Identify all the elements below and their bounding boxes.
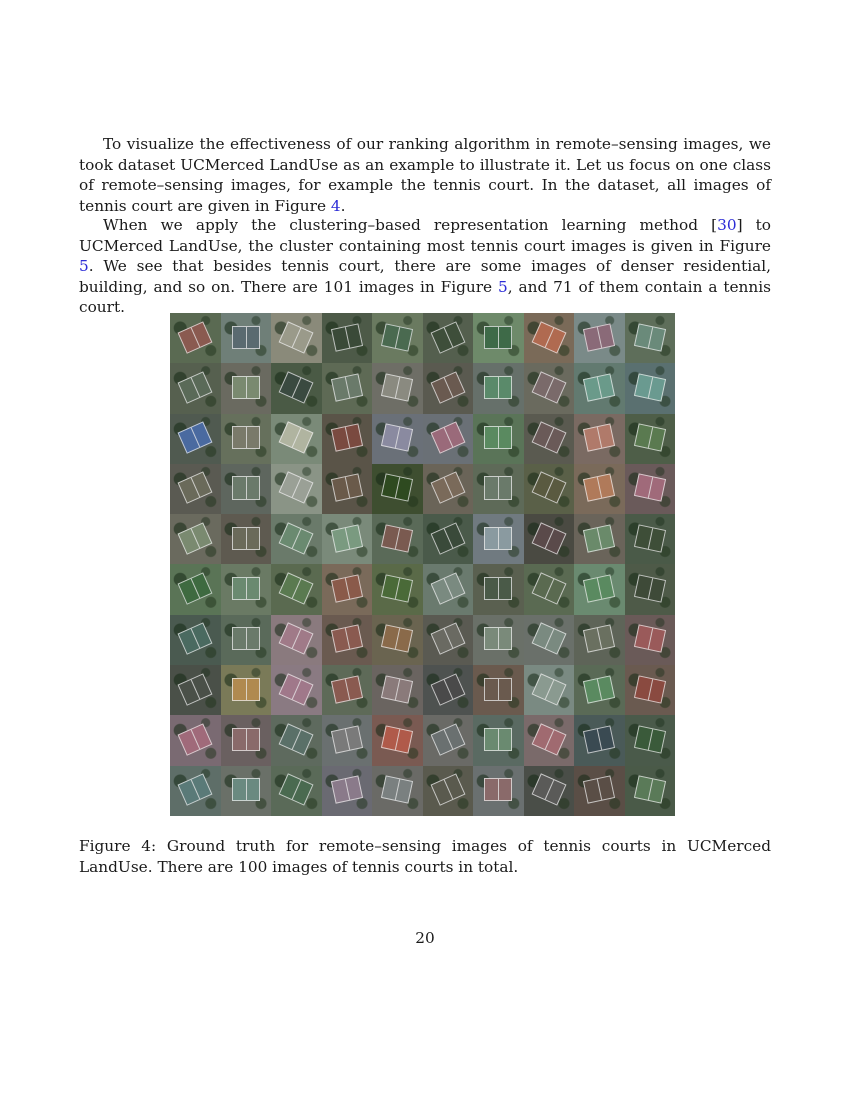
tennis-court-shape: [484, 426, 512, 449]
tennis-court-shape: [634, 675, 666, 703]
tennis-court-shape: [634, 625, 666, 653]
tennis-court-shape: [331, 524, 363, 552]
tennis-court-image-tile: [625, 514, 676, 564]
tennis-court-image-tile: [625, 665, 676, 715]
tennis-court-shape: [279, 321, 314, 354]
tennis-court-shape: [279, 623, 314, 656]
tennis-court-shape: [178, 421, 213, 454]
tennis-court-shape: [531, 522, 566, 555]
tennis-court-image-tile: [423, 464, 474, 514]
tennis-court-image-tile: [170, 615, 221, 665]
tennis-court-image-tile: [423, 564, 474, 614]
tennis-court-image-tile: [271, 313, 322, 363]
tennis-court-shape: [531, 371, 566, 404]
tennis-court-image-tile: [170, 665, 221, 715]
tennis-court-image-tile: [322, 414, 373, 464]
tennis-court-shape: [331, 776, 363, 804]
tennis-court-shape: [331, 323, 363, 351]
tennis-court-image-tile: [423, 766, 474, 816]
tennis-court-shape: [279, 673, 314, 706]
tennis-court-image-tile: [271, 564, 322, 614]
tennis-court-shape: [484, 627, 512, 650]
tennis-court-image-tile: [574, 615, 625, 665]
tennis-court-shape: [232, 627, 260, 650]
tennis-court-image-tile: [574, 514, 625, 564]
tennis-court-shape: [331, 423, 363, 451]
tennis-court-shape: [381, 675, 413, 703]
tennis-court-shape: [331, 725, 363, 753]
tennis-court-shape: [430, 371, 465, 404]
tennis-court-image-tile: [170, 514, 221, 564]
tennis-court-shape: [381, 725, 413, 753]
tennis-court-image-tile: [271, 514, 322, 564]
tennis-court-shape: [430, 421, 465, 454]
tennis-court-shape: [484, 678, 512, 701]
tennis-court-image-tile: [423, 514, 474, 564]
tennis-court-shape: [381, 574, 413, 603]
tennis-court-image-tile: [574, 766, 625, 816]
tennis-court-image-tile: [524, 564, 575, 614]
tennis-court-image-tile: [625, 464, 676, 514]
tennis-court-shape: [583, 423, 615, 451]
tennis-court-image-grid: [170, 313, 675, 816]
tennis-court-image-tile: [372, 615, 423, 665]
tennis-court-image-tile: [322, 665, 373, 715]
tennis-court-image-tile: [221, 766, 272, 816]
tennis-court-image-tile: [170, 715, 221, 765]
tennis-court-shape: [381, 423, 413, 451]
tennis-court-shape: [279, 472, 314, 505]
figure-5-link-second[interactable]: 5: [498, 277, 508, 296]
tennis-court-shape: [279, 421, 314, 454]
tennis-court-shape: [381, 373, 413, 401]
tennis-court-shape: [583, 675, 615, 703]
tennis-court-shape: [583, 323, 615, 351]
tennis-court-shape: [178, 522, 213, 555]
tennis-court-shape: [484, 527, 512, 550]
tennis-court-image-tile: [221, 564, 272, 614]
tennis-court-shape: [381, 776, 413, 804]
tennis-court-image-tile: [372, 464, 423, 514]
tennis-court-image-tile: [625, 715, 676, 765]
paragraph-clustering-part-3: . We see that besides tennis court, there are some images of denser residential, building, and so on. There are 101 images in Figure: [79, 257, 771, 296]
tennis-court-image-tile: [322, 313, 373, 363]
tennis-court-image-tile: [473, 363, 524, 413]
tennis-court-shape: [430, 572, 465, 605]
tennis-court-image-tile: [372, 564, 423, 614]
tennis-court-image-tile: [271, 464, 322, 514]
tennis-court-image-tile: [473, 615, 524, 665]
page-number: 20: [415, 929, 435, 947]
tennis-court-image-tile: [372, 313, 423, 363]
paragraph-intro: [79, 134, 771, 216]
tennis-court-shape: [583, 625, 615, 653]
tennis-court-shape: [430, 472, 465, 505]
tennis-court-shape: [232, 778, 260, 801]
tennis-court-shape: [178, 673, 213, 706]
tennis-court-image-tile: [372, 715, 423, 765]
tennis-court-shape: [178, 371, 213, 404]
tennis-court-image-tile: [221, 464, 272, 514]
tennis-court-shape: [381, 323, 413, 351]
tennis-court-image-tile: [271, 414, 322, 464]
paragraph-clustering-text: [79, 215, 771, 318]
tennis-court-shape: [178, 572, 213, 605]
tennis-court-image-tile: [473, 564, 524, 614]
tennis-court-image-tile: [271, 363, 322, 413]
tennis-court-shape: [331, 675, 363, 703]
tennis-court-image-tile: [221, 313, 272, 363]
tennis-court-shape: [484, 577, 512, 600]
tennis-court-image-tile: [372, 514, 423, 564]
tennis-court-image-tile: [322, 464, 373, 514]
tennis-court-shape: [634, 423, 666, 451]
paragraph-intro-body: To visualize the effectiveness of our ranking algorithm in remote–sensing images, we took dataset UCMerced LandUse as an example to illustrate it. Let us focus on one class of remote–sensing images, for example the tennis court. In the dataset, all images of tennis court are given in Figure: [79, 135, 771, 215]
tennis-court-image-tile: [221, 514, 272, 564]
tennis-court-shape: [634, 373, 666, 401]
tennis-court-image-tile: [625, 363, 676, 413]
tennis-court-shape: [634, 474, 666, 502]
tennis-court-shape: [634, 323, 666, 351]
tennis-court-image-tile: [372, 414, 423, 464]
tennis-court-shape: [430, 723, 465, 756]
tennis-court-shape: [531, 723, 566, 756]
tennis-court-shape: [279, 522, 314, 555]
tennis-court-image-tile: [524, 363, 575, 413]
tennis-court-shape: [484, 778, 512, 801]
paragraph-clustering: [79, 215, 771, 318]
tennis-court-image-tile: [423, 313, 474, 363]
tennis-court-shape: [484, 476, 512, 499]
tennis-court-shape: [331, 474, 363, 502]
paragraph-intro-text: [79, 134, 771, 216]
tennis-court-shape: [232, 728, 260, 751]
tennis-court-shape: [484, 376, 512, 399]
tennis-court-shape: [531, 623, 566, 656]
tennis-court-shape: [178, 321, 213, 354]
paragraph-clustering-part-2: ] to UCMerced LandUse, the cluster containing most tennis court images is given in Figure: [79, 216, 772, 255]
tennis-court-image-tile: [170, 414, 221, 464]
tennis-court-image-tile: [372, 665, 423, 715]
tennis-court-shape: [531, 673, 566, 706]
tennis-court-image-tile: [423, 615, 474, 665]
tennis-court-image-tile: [574, 715, 625, 765]
citation-30-link[interactable]: 30: [717, 216, 737, 234]
tennis-court-shape: [279, 723, 314, 756]
tennis-court-shape: [583, 474, 615, 502]
tennis-court-shape: [232, 527, 260, 550]
tennis-court-shape: [531, 321, 566, 354]
tennis-court-shape: [279, 572, 314, 605]
tennis-court-image-tile: [170, 313, 221, 363]
tennis-court-shape: [583, 776, 615, 804]
tennis-court-image-tile: [625, 564, 676, 614]
tennis-court-shape: [634, 776, 666, 804]
tennis-court-image-tile: [625, 414, 676, 464]
tennis-court-image-tile: [473, 414, 524, 464]
figure-5-link[interactable]: 5: [79, 257, 89, 275]
figure-4-link[interactable]: 4: [330, 196, 341, 215]
tennis-court-image-tile: [625, 615, 676, 665]
tennis-court-image-tile: [170, 363, 221, 413]
tennis-court-image-tile: [524, 313, 575, 363]
tennis-court-image-tile: [322, 514, 373, 564]
tennis-court-shape: [531, 774, 566, 807]
tennis-court-shape: [331, 574, 363, 603]
tennis-court-image-tile: [221, 615, 272, 665]
tennis-court-shape: [232, 326, 260, 349]
tennis-court-image-tile: [322, 615, 373, 665]
tennis-court-shape: [232, 376, 260, 399]
tennis-court-image-tile: [322, 766, 373, 816]
tennis-court-shape: [381, 625, 413, 653]
tennis-court-image-tile: [372, 363, 423, 413]
tennis-court-image-tile: [574, 564, 625, 614]
tennis-court-shape: [430, 774, 465, 807]
tennis-court-shape: [430, 321, 465, 354]
tennis-court-shape: [178, 774, 213, 807]
tennis-court-image-tile: [625, 766, 676, 816]
tennis-court-shape: [331, 373, 363, 401]
tennis-court-image-tile: [574, 665, 625, 715]
tennis-court-image-tile: [524, 766, 575, 816]
tennis-court-shape: [381, 524, 413, 552]
tennis-court-shape: [531, 421, 566, 454]
tennis-court-shape: [430, 623, 465, 656]
paragraph-clustering-part-4: , and 71 of them contain a tennis court.: [79, 277, 771, 316]
tennis-court-shape: [634, 524, 666, 552]
tennis-court-shape: [232, 678, 260, 701]
tennis-court-shape: [381, 474, 413, 502]
tennis-court-image-tile: [524, 615, 575, 665]
tennis-court-shape: [583, 574, 615, 603]
tennis-court-image-tile: [170, 464, 221, 514]
tennis-court-image-tile: [574, 313, 625, 363]
tennis-court-shape: [484, 326, 512, 349]
tennis-court-image-tile: [170, 564, 221, 614]
tennis-court-image-tile: [524, 715, 575, 765]
paragraph-intro-end: .: [340, 196, 346, 215]
tennis-court-image-tile: [322, 715, 373, 765]
tennis-court-image-tile: [221, 363, 272, 413]
tennis-court-shape: [430, 673, 465, 706]
tennis-court-image-tile: [473, 766, 524, 816]
tennis-court-shape: [178, 623, 213, 656]
tennis-court-image-tile: [221, 414, 272, 464]
tennis-court-image-tile: [574, 414, 625, 464]
tennis-court-image-tile: [473, 464, 524, 514]
tennis-court-image-tile: [524, 665, 575, 715]
tennis-court-shape: [279, 371, 314, 404]
tennis-court-image-tile: [423, 414, 474, 464]
tennis-court-image-tile: [473, 715, 524, 765]
tennis-court-image-tile: [271, 665, 322, 715]
tennis-court-image-tile: [423, 363, 474, 413]
tennis-court-image-tile: [271, 766, 322, 816]
tennis-court-shape: [430, 522, 465, 555]
tennis-court-image-tile: [372, 766, 423, 816]
tennis-court-shape: [484, 728, 512, 751]
tennis-court-image-tile: [473, 514, 524, 564]
tennis-court-shape: [232, 426, 260, 449]
tennis-court-shape: [583, 524, 615, 552]
tennis-court-shape: [279, 774, 314, 807]
tennis-court-image-tile: [322, 564, 373, 614]
tennis-court-shape: [232, 476, 260, 499]
tennis-court-shape: [634, 725, 666, 753]
paragraph-clustering-part-1: When we apply the clustering–based representation learning method [: [103, 216, 718, 234]
tennis-court-image-tile: [322, 363, 373, 413]
tennis-court-image-tile: [170, 766, 221, 816]
tennis-court-image-tile: [271, 715, 322, 765]
figure-caption: Figure 4: Ground truth for remote–sensing images of tennis courts in UCMerced LandUse. There are 100 images of tennis courts in total.: [79, 837, 771, 876]
tennis-court-image-tile: [271, 615, 322, 665]
tennis-court-shape: [531, 472, 566, 505]
tennis-court-image-tile: [574, 464, 625, 514]
tennis-court-image-tile: [221, 715, 272, 765]
tennis-court-image-tile: [574, 363, 625, 413]
tennis-court-shape: [583, 725, 615, 753]
tennis-court-shape: [178, 723, 213, 756]
tennis-court-image-tile: [524, 514, 575, 564]
tennis-court-image-tile: [423, 665, 474, 715]
tennis-court-shape: [634, 574, 666, 603]
tennis-court-image-tile: [423, 715, 474, 765]
tennis-court-shape: [583, 373, 615, 401]
tennis-court-shape: [531, 572, 566, 605]
tennis-court-shape: [331, 625, 363, 653]
tennis-court-image-tile: [473, 313, 524, 363]
tennis-court-image-tile: [524, 464, 575, 514]
tennis-court-image-tile: [625, 313, 676, 363]
tennis-court-image-tile: [524, 414, 575, 464]
tennis-court-image-tile: [221, 665, 272, 715]
tennis-court-shape: [178, 472, 213, 505]
tennis-court-shape: [232, 577, 260, 600]
tennis-court-image-tile: [473, 665, 524, 715]
